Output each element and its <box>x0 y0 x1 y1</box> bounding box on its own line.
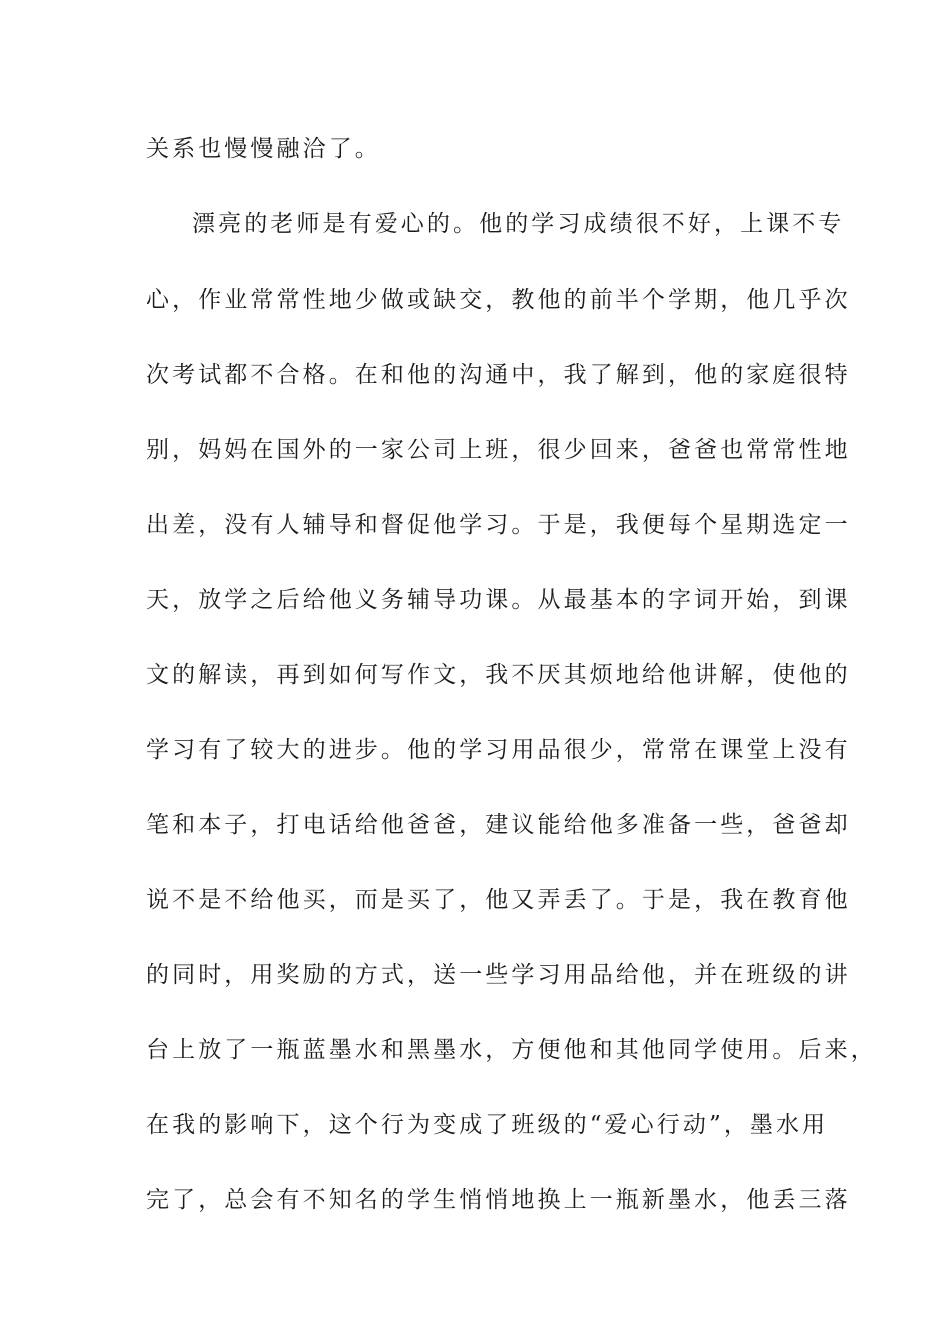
text-line: 在我的影响下，这个行为变成了班级的“爱心行动”，墨水用 <box>146 1112 829 1138</box>
text-line: 说不是不给他买，而是买了，他又弄丢了。于是，我在教育他 <box>146 887 851 913</box>
text-line: 别，妈妈在国外的一家公司上班，很少回来，爸爸也常常性地 <box>146 437 851 463</box>
text-line: 完了，总会有不知名的学生悄悄地换上一瓶新墨水，他丢三落 <box>146 1187 851 1213</box>
text-line: 天，放学之后给他义务辅导功课。从最基本的字词开始，到课 <box>146 587 851 613</box>
paragraph-first-line: 漂亮的老师是有爱心的。他的学习成绩很不好，上课不专 <box>192 211 845 237</box>
text-line: 笔和本子，打电话给他爸爸，建议能给他多准备一些，爸爸却 <box>146 812 851 838</box>
text-line: 台上放了一瓶蓝墨水和黑墨水，方便他和其他同学使用。后来， <box>146 1037 877 1063</box>
text-line: 文的解读，再到如何写作文，我不厌其烦地给他讲解，使他的 <box>146 662 851 688</box>
text-line: 出差，没有人辅导和督促他学习。于是，我便每个星期选定一 <box>146 512 851 538</box>
text-line: 的同时，用奖励的方式，送一些学习用品给他，并在班级的讲 <box>146 962 851 988</box>
text-line: 次考试都不合格。在和他的沟通中，我了解到，他的家庭很特 <box>146 362 851 388</box>
text-line: 关系也慢慢融洽了。 <box>146 136 381 162</box>
text-line: 学习有了较大的进步。他的学习用品很少，常常在课堂上没有 <box>146 737 851 763</box>
text-line: 心，作业常常性地少做或缺交，教他的前半个学期，他几乎次 <box>146 287 851 313</box>
